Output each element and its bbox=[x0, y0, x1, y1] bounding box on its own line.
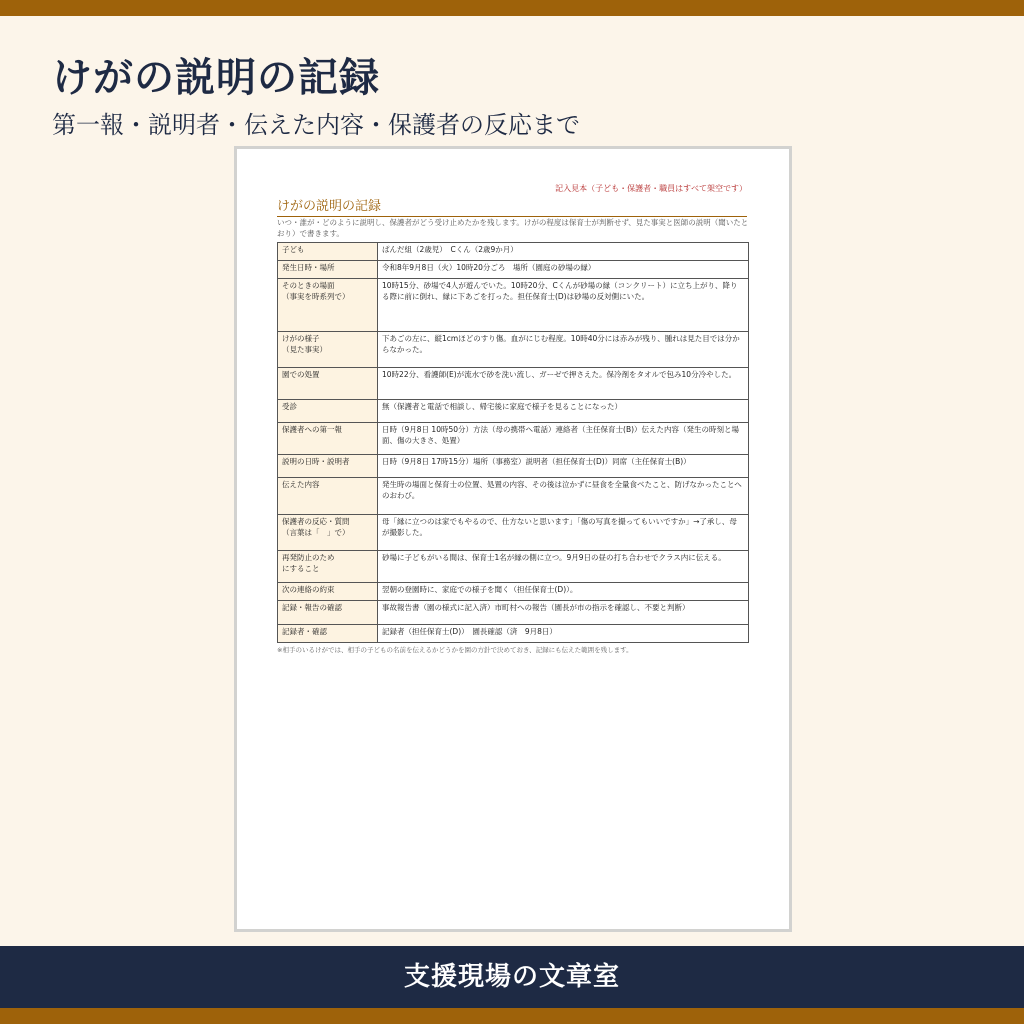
table-row bbox=[278, 551, 749, 583]
row-label: 記録者・確認 bbox=[278, 625, 378, 643]
record-table bbox=[277, 242, 749, 643]
row-label: 説明の日時・説明者 bbox=[278, 455, 378, 478]
row-value: 日時（9月8日 17時15分）場所（事務室）説明者（担任保育士(D)）同席（主任保育士(B)） bbox=[378, 455, 749, 478]
row-label: 受診 bbox=[278, 400, 378, 423]
row-value: 砂場に子どもがいる間は、保育士1名が縁の側に立つ。9月9日の昼の打ち合わせでクラス内に伝える。 bbox=[378, 551, 749, 583]
row-label: 再発防止のため にすること bbox=[278, 551, 378, 583]
table-row bbox=[278, 601, 749, 625]
top-accent-bar bbox=[0, 0, 1024, 16]
document-title: けがの説明の記録 bbox=[277, 195, 747, 217]
page-title: けがの説明の記録 bbox=[52, 55, 380, 101]
table-row bbox=[278, 478, 749, 515]
row-value: 記録者（担任保育士(D)） 園長確認（済 9月8日） bbox=[378, 625, 749, 643]
row-value: 無（保護者と電話で相談し、帰宅後に家庭で様子を見ることになった） bbox=[378, 400, 749, 423]
row-label: 保護者への第一報 bbox=[278, 423, 378, 455]
row-value: 母「縁に立つのは家でもやるので、仕方ないと思います」「傷の写真を撮ってもいいですか」→了承し、母が撮影した。 bbox=[378, 515, 749, 551]
row-value: 発生時の場面と保育士の位置、処置の内容、その後は泣かずに昼食を全量食べたこと、防げなかったことへのおわび。 bbox=[378, 478, 749, 515]
document-footnote: ※相手のいるけがでは、相手の子どもの名前を伝えるかどうかを園の方針で決めておき、記録にも伝えた範囲を残します。 bbox=[277, 646, 633, 654]
row-value: 下あごの左に、縦1cmほどのすり傷。血がにじむ程度。10時40分には赤みが残り、腫れは見た目では分からなかった。 bbox=[378, 332, 749, 368]
document-intro: いつ・誰が・どのように説明し、保護者がどう受け止めたかを残します。けがの程度は保育士が判断せず、見た事実と医師の説明（聞いたとおり）で書きます。 bbox=[277, 218, 749, 238]
row-label: 次の連絡の約束 bbox=[278, 583, 378, 601]
row-value: 翌朝の登園時に、家庭での様子を聞く（担任保育士(D)）。 bbox=[378, 583, 749, 601]
sample-note: 記入見本（子ども・保護者・職員はすべて架空です） bbox=[555, 184, 747, 193]
table-row bbox=[278, 261, 749, 279]
row-value: 10時22分、看護師(E)が流水で砂を洗い流し、ガーゼで押さえた。保冷剤をタオルで包み10分冷やした。 bbox=[378, 368, 749, 400]
row-value: 日時（9月8日 10時50分）方法（母の携帯へ電話）連絡者（主任保育士(B)）伝えた内容（発生の時刻と場面、傷の大きさ、処置） bbox=[378, 423, 749, 455]
row-label: 記録・報告の確認 bbox=[278, 601, 378, 625]
row-label: けがの様子 （見た事実） bbox=[278, 332, 378, 368]
footer-brand: 支援現場の文章室 bbox=[0, 946, 1024, 1008]
row-label: 園での処置 bbox=[278, 368, 378, 400]
table-row bbox=[278, 583, 749, 601]
row-label: そのときの場面 （事実を時系列で） bbox=[278, 279, 378, 332]
row-label: 保護者の反応・質問 （言葉は「 」で） bbox=[278, 515, 378, 551]
row-label: 子ども bbox=[278, 243, 378, 261]
table-row bbox=[278, 279, 749, 332]
row-label: 伝えた内容 bbox=[278, 478, 378, 515]
row-value: 事故報告書（園の様式に記入済）市町村への報告（園長が市の指示を確認し、不要と判断） bbox=[378, 601, 749, 625]
row-value: 令和8年9月8日（火）10時20分ごろ 場所（園庭の砂場の縁） bbox=[378, 261, 749, 279]
document-preview bbox=[234, 146, 792, 932]
row-value: ぱんだ組（2歳児） Cくん（2歳9か月） bbox=[378, 243, 749, 261]
table-row bbox=[278, 332, 749, 368]
table-row bbox=[278, 400, 749, 423]
row-label: 発生日時・場所 bbox=[278, 261, 378, 279]
bottom-accent-bar bbox=[0, 1008, 1024, 1024]
table-row bbox=[278, 368, 749, 400]
table-row bbox=[278, 625, 749, 643]
table-row bbox=[278, 515, 749, 551]
table-row bbox=[278, 455, 749, 478]
page-subtitle: 第一報・説明者・伝えた内容・保護者の反応まで bbox=[52, 111, 580, 139]
row-value: 10時15分、砂場で4人が遊んでいた。10時20分、Cくんが砂場の縁（コンクリート）に立ち上がり、降りる際に前に倒れ、縁に下あごを打った。担任保育士(D)は砂場の反対側にいた。 bbox=[378, 279, 749, 332]
table-row bbox=[278, 423, 749, 455]
table-row bbox=[278, 243, 749, 261]
